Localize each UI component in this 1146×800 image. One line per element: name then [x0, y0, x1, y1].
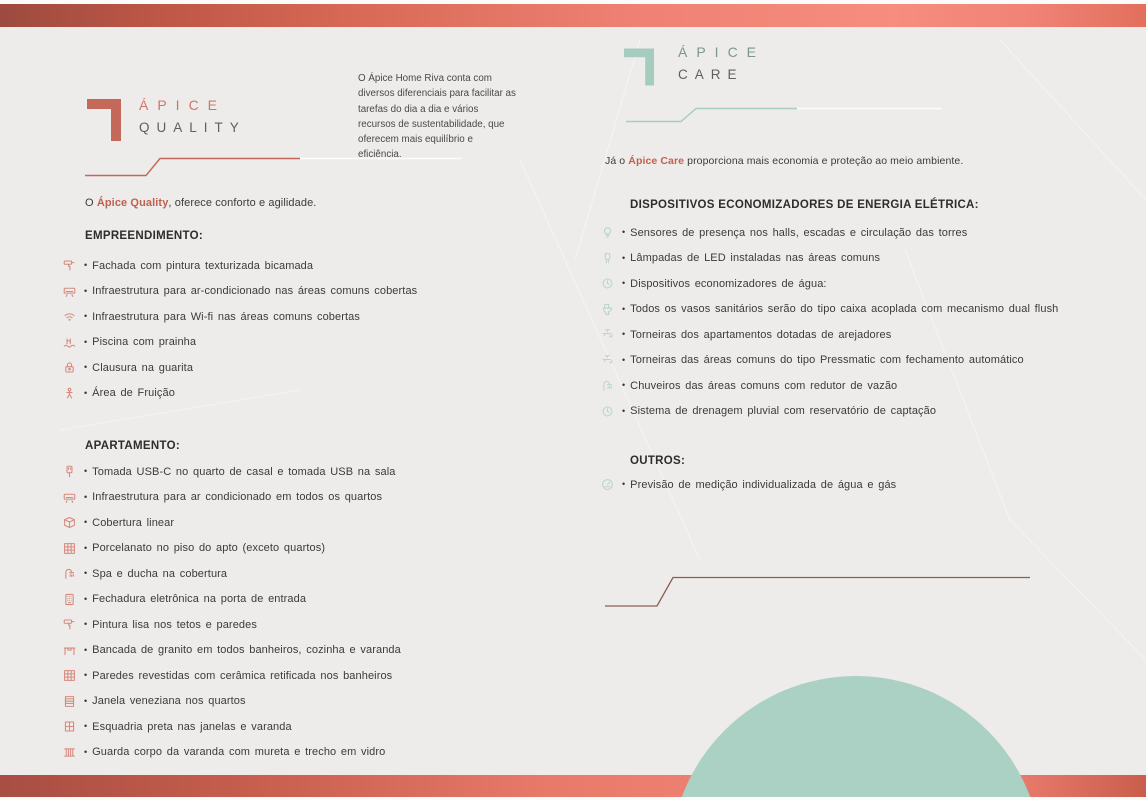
bullet: • [84, 593, 88, 604]
top-accent-bar [0, 4, 1146, 27]
list-item-text: Bancada de granito em todos banheiros, cozinha e varanda [92, 644, 401, 657]
list-item-text: Previsão de medição individualizada de água e gás [630, 478, 897, 491]
empreendimento-section [60, 230, 417, 406]
care-intro [605, 155, 963, 167]
bullet: • [84, 466, 88, 477]
list-item [60, 510, 401, 536]
teal-circle-decoration [670, 676, 1042, 800]
quality-title-line1: ÁPICE [139, 97, 227, 113]
list-item [598, 220, 1058, 246]
list-item-text: Sensores de presença nos halls, escadas e circulação das torres [630, 226, 968, 239]
list-item-text: Pintura lisa nos tetos e paredes [92, 618, 257, 631]
list-item [60, 689, 401, 715]
padlock-icon [60, 361, 78, 374]
bullet: • [84, 568, 88, 579]
list-item [598, 322, 1058, 348]
list-item [60, 663, 401, 689]
empreendimento-heading: EMPREENDIMENTO: [85, 230, 204, 242]
pool-icon [60, 336, 78, 349]
list-item-text: Janela veneziana nos quartos [92, 695, 246, 708]
care-title-line2: CARE [678, 67, 744, 82]
list-item [60, 612, 401, 638]
wifi-icon [60, 310, 78, 323]
list-item-text: Fechadura eletrônica na porta de entrada [92, 593, 307, 606]
list-item-text: Sistema de drenagem pluvial com reservatório de captação [630, 405, 937, 418]
apartamento-heading: APARTAMENTO: [85, 440, 180, 452]
care-brand: Ápice Care [628, 155, 685, 167]
list-item [598, 373, 1058, 399]
ac-unit-icon [60, 285, 78, 298]
list-item [60, 253, 417, 279]
faucet-icon [598, 354, 616, 367]
outros-section [598, 455, 896, 498]
list-item-text: Clausura na guarita [92, 361, 194, 374]
wall-tiles-icon [60, 669, 78, 682]
list-item-text: Chuveiros das áreas comuns com redutor de vazão [630, 379, 898, 392]
water-saving-timer-icon [598, 277, 616, 290]
bullet: • [622, 252, 626, 263]
bullet: • [622, 479, 626, 490]
quality-title-line2: QUALITY [139, 120, 246, 135]
list-item [60, 279, 417, 305]
bullet: • [622, 227, 626, 238]
list-item-text: Todos os vasos sanitários serão do tipo caixa acoplada com mecanismo dual flush [630, 303, 1059, 316]
list-item [60, 740, 401, 766]
overview-paragraph: O Ápice Home Riva conta com diversos diferenciais para facilitar as tarefas do dia a dia e vários recursos de sustentabilidade, que oferecem mais equilíbrio e eficiência. [358, 73, 516, 161]
bullet: • [84, 721, 88, 732]
list-item [60, 304, 417, 330]
quality-bracket-icon [87, 99, 121, 141]
list-item-text: Área de Fruição [92, 387, 175, 400]
outros-heading: OUTROS: [630, 455, 686, 467]
paint-roller-icon [60, 259, 78, 272]
quality-intro-prefix: O [85, 197, 97, 209]
dispositivos-heading: DISPOSITIVOS ECONOMIZADORES DE ENERGIA ELÉTRICA: [630, 199, 979, 211]
list-item [598, 271, 1058, 297]
care-title-line1: ÁPICE [678, 44, 766, 60]
dispositivos-section [598, 199, 1058, 424]
bullet: • [622, 329, 626, 340]
meter-icon [598, 478, 616, 491]
list-item-text: Dispositivos economizadores de água: [630, 277, 827, 290]
bullet: • [84, 491, 88, 502]
bullet: • [84, 311, 88, 322]
list-item [60, 638, 401, 664]
floor-tiles-icon [60, 542, 78, 555]
list-item [598, 246, 1058, 272]
list-item-text: Infraestrutura para ar-condicionado nas áreas comuns cobertas [92, 285, 418, 298]
bullet: • [622, 380, 626, 391]
list-item-text: Lâmpadas de LED instaladas nas áreas comuns [630, 252, 881, 265]
bullet: • [84, 387, 88, 398]
quality-intro-rest: , oferece conforto e agilidade. [168, 197, 317, 209]
list-item [598, 472, 896, 498]
bullet: • [622, 354, 626, 365]
drainage-timer-icon [598, 405, 616, 418]
led-lamp-icon [598, 252, 616, 265]
list-item-text: Esquadria preta nas janelas e varanda [92, 720, 292, 733]
list-item-text: Infraestrutura para Wi-fi nas áreas comuns cobertas [92, 310, 360, 323]
bullet: • [622, 303, 626, 314]
care-step-line [626, 109, 797, 122]
list-item-text: Paredes revestidas com cerâmica retificada nos banheiros [92, 669, 393, 682]
bullet: • [84, 517, 88, 528]
bullet: • [84, 695, 88, 706]
list-item-text: Piscina com prainha [92, 336, 197, 349]
quality-intro [85, 197, 316, 209]
bullet: • [84, 619, 88, 630]
bottom-step-line [605, 578, 1030, 607]
light-bulb-icon [598, 226, 616, 239]
list-item-text: Torneiras das áreas comuns do tipo Pressmatic com fechamento automático [630, 354, 1024, 367]
bullet: • [84, 670, 88, 681]
bullet: • [84, 746, 88, 757]
bullet: • [84, 644, 88, 655]
paint-roller-icon [60, 618, 78, 631]
usb-plug-icon [60, 465, 78, 478]
list-item [60, 485, 401, 511]
countertop-icon [60, 644, 78, 657]
list-item [598, 399, 1058, 425]
leisure-person-icon [60, 387, 78, 400]
quality-step-line [85, 159, 300, 176]
quality-brand: Ápice Quality [96, 197, 169, 209]
list-item-text: Infraestrutura para ar condicionado em todos os quartos [92, 491, 383, 504]
shower-icon [60, 567, 78, 580]
care-bracket-icon [624, 47, 654, 87]
bullet: • [622, 278, 626, 289]
list-item-text: Torneiras dos apartamentos dotadas de arejadores [630, 328, 892, 341]
list-item-text: Spa e ducha na cobertura [92, 567, 228, 580]
bullet: • [84, 336, 88, 347]
list-item [60, 536, 401, 562]
bullet: • [622, 405, 626, 416]
bullet: • [84, 285, 88, 296]
list-item [60, 561, 401, 587]
ac-unit-icon [60, 491, 78, 504]
toilet-icon [598, 303, 616, 316]
list-item [60, 355, 417, 381]
bullet: • [84, 362, 88, 373]
linear-roof-icon [60, 516, 78, 529]
list-item [598, 297, 1058, 323]
window-blinds-icon [60, 695, 78, 708]
railing-icon [60, 746, 78, 759]
list-item [60, 714, 401, 740]
shower-icon [598, 379, 616, 392]
list-item [60, 459, 401, 485]
list-item-text: Porcelanato no piso do apto (exceto quartos) [92, 542, 326, 555]
care-intro-rest: proporciona mais economia e proteção ao meio ambiente. [684, 155, 964, 167]
list-item-text: Tomada USB-C no quarto de casal e tomada USB na sala [92, 465, 396, 478]
bullet: • [84, 260, 88, 271]
list-item [60, 381, 417, 407]
faucet-icon [598, 328, 616, 341]
list-item-text: Guarda corpo da varanda com mureta e trecho em vidro [92, 746, 386, 759]
electronic-lock-icon [60, 593, 78, 606]
care-intro-prefix: Já o [605, 155, 629, 167]
list-item [60, 587, 401, 613]
list-item [598, 348, 1058, 374]
list-item-text: Cobertura linear [92, 516, 175, 529]
list-item-text: Fachada com pintura texturizada bicamada [92, 259, 314, 272]
bullet: • [84, 542, 88, 553]
apartamento-section [60, 440, 401, 765]
list-item [60, 330, 417, 356]
window-frame-icon [60, 720, 78, 733]
